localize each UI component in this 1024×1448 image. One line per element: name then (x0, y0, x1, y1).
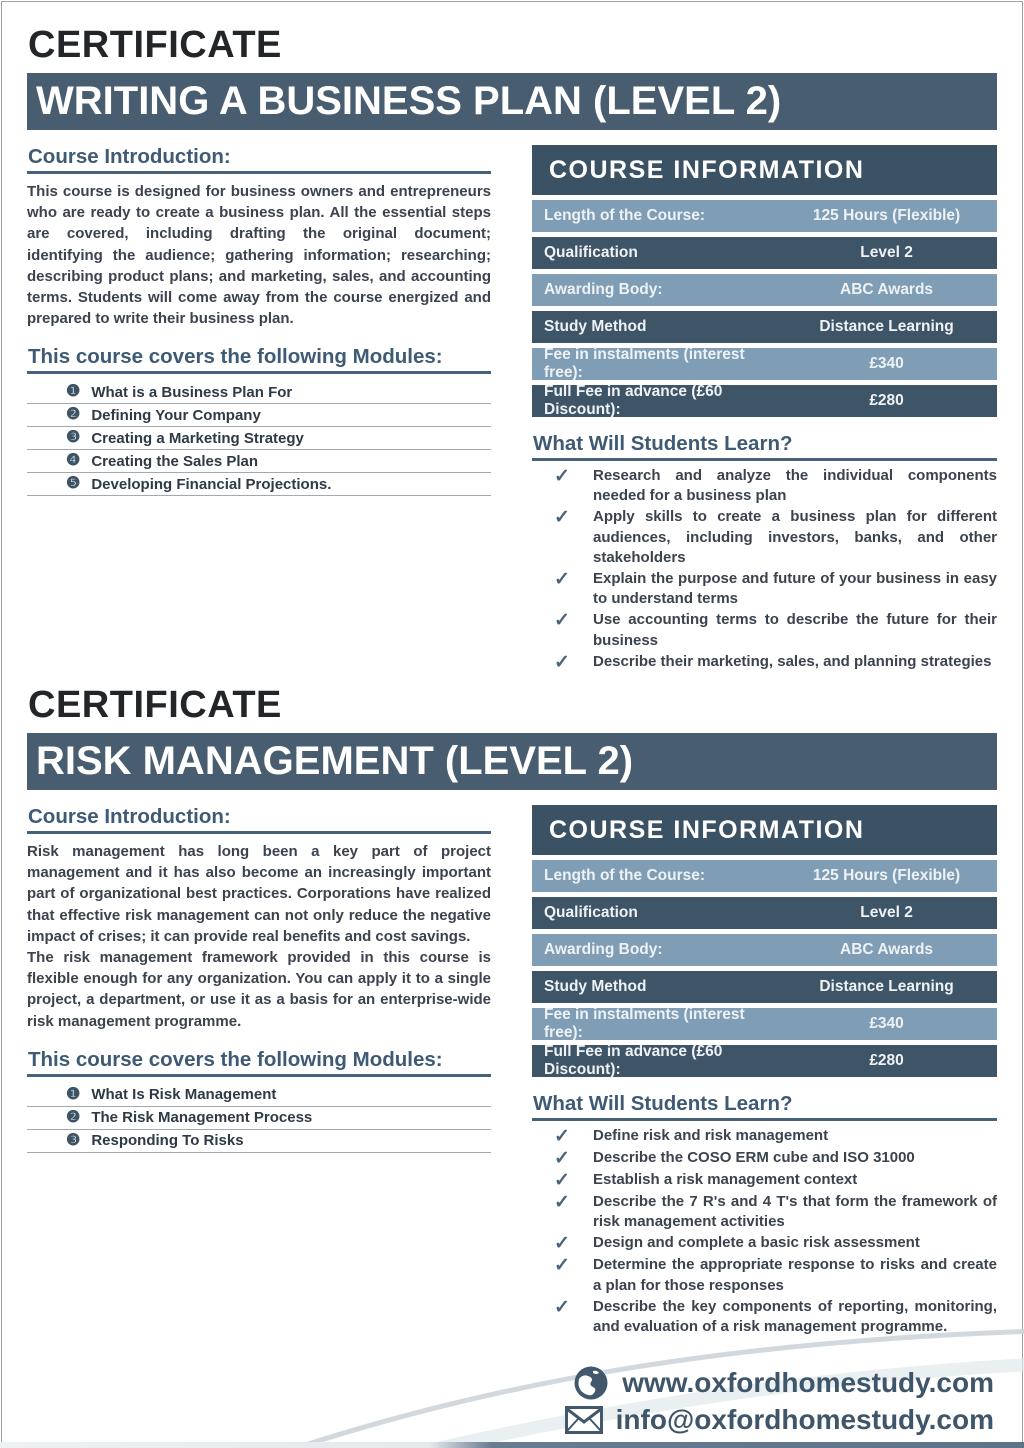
module-number-icon: ❺ (66, 475, 81, 493)
website-link[interactable]: www.oxfordhomestudy.com (622, 1366, 994, 1398)
learn-item (532, 1192, 997, 1232)
learn-item (532, 652, 997, 673)
learn-item (532, 1233, 997, 1254)
info-value: Distance Learning (819, 978, 954, 995)
course-info-header: COURSE INFORMATION (532, 805, 997, 855)
intro-heading: Course Introduction: (27, 805, 491, 834)
info-row (532, 200, 997, 232)
checkmark-icon: ✓ (554, 569, 570, 591)
learn-item (532, 1170, 997, 1191)
info-label: Awarding Body: (544, 941, 663, 958)
learn-heading: What Will Students Learn? (532, 432, 997, 461)
learn-text: Design and complete a basic risk assessment (593, 1234, 920, 1252)
right-column (532, 805, 997, 1338)
info-value: 125 Hours (Flexible) (812, 867, 961, 884)
module-number-icon: ❶ (66, 1085, 81, 1103)
checkmark-icon: ✓ (554, 1233, 570, 1255)
learn-item (532, 1148, 997, 1169)
intro-text (27, 181, 491, 329)
learn-text: Describe the COSO ERM cube and ISO 31000 (593, 1149, 915, 1166)
intro-paragraph: Risk management has long been a key part of project management and it has also become an increasingly important part of organizational best practices. Corporations have realized that effective risk management can not only reduce the negative impact of crises; it can provide real benefits and cost savings. (27, 843, 491, 945)
intro-heading: Course Introduction: (27, 145, 491, 174)
globe-icon (573, 1365, 609, 1401)
learn-item (532, 569, 997, 609)
info-row (532, 971, 997, 1003)
learn-item (532, 1126, 997, 1147)
module-item (27, 404, 491, 427)
info-label: Awarding Body: (544, 281, 663, 298)
website-row (573, 1365, 994, 1401)
course-info-header: COURSE INFORMATION (532, 145, 997, 195)
certificate-kicker: CERTIFICATE (28, 684, 282, 726)
modules-list (27, 1084, 491, 1153)
info-row (532, 897, 997, 929)
info-label: Length of the Course: (544, 207, 706, 224)
checkmark-icon: ✓ (554, 1148, 570, 1169)
info-value: ABC Awards (840, 941, 934, 958)
info-value: £340 (869, 355, 904, 372)
module-item (27, 427, 491, 450)
module-label: What is a Business Plan For (91, 383, 293, 401)
course-section-risk-management (27, 686, 997, 1338)
module-number-icon: ❷ (66, 1108, 81, 1126)
info-row (532, 274, 997, 306)
module-label: Creating the Sales Plan (91, 452, 259, 470)
module-item (27, 1084, 491, 1107)
module-number-icon: ❸ (66, 1131, 81, 1149)
info-label: Full Fee in advance (£60 Discount): (544, 1043, 723, 1078)
learn-text: Define risk and risk management (593, 1127, 829, 1144)
learn-list (532, 466, 997, 673)
module-number-icon: ❶ (66, 383, 81, 401)
checkmark-icon: ✓ (554, 1296, 570, 1318)
footer-contacts (565, 1365, 994, 1436)
module-label: Responding To Risks (91, 1132, 244, 1150)
learn-text: Apply skills to create a business plan for different audiences, including investors, banks, and other stakeholders (593, 508, 997, 566)
info-value: Distance Learning (819, 318, 954, 335)
course-title: WRITING A BUSINESS PLAN (LEVEL 2) (36, 79, 782, 123)
info-row (532, 934, 997, 966)
course-title-banner (27, 73, 997, 130)
checkmark-icon: ✓ (554, 651, 570, 673)
info-label: Qualification (544, 904, 638, 921)
module-label: Creating a Marketing Strategy (91, 429, 304, 447)
module-item (27, 1107, 491, 1130)
learn-text: Determine the appropriate response to risks and create a plan for those responses (593, 1256, 997, 1294)
learn-heading: What Will Students Learn? (532, 1092, 997, 1121)
info-row (532, 1045, 997, 1077)
course-title-banner (27, 733, 997, 790)
info-row (532, 311, 997, 343)
learn-text: Describe the key components of reporting, monitoring, and evaluation of a risk management programme. (593, 1297, 997, 1336)
course-title: RISK MANAGEMENT (LEVEL 2) (36, 739, 634, 783)
checkmark-icon: ✓ (554, 1192, 570, 1213)
info-value: Level 2 (860, 904, 913, 921)
course-section-business-plan (27, 26, 997, 674)
module-number-icon: ❷ (66, 406, 81, 424)
learn-item (532, 466, 997, 506)
modules-list (27, 381, 491, 496)
module-item (27, 473, 491, 496)
learn-item (532, 507, 997, 568)
info-row (532, 860, 997, 892)
email-link[interactable]: info@oxfordhomestudy.com (615, 1403, 994, 1435)
info-row (532, 237, 997, 269)
learn-text: Research and analyze the individual components needed for a business plan (593, 467, 997, 505)
learn-item (532, 610, 997, 650)
module-label: The Risk Management Process (91, 1109, 313, 1127)
info-value: ABC Awards (840, 281, 934, 298)
intro-paragraph: The risk management framework provided in this course is flexible enough for any organization. You can apply it to a single project, a department, or use it as a basis for an enterprise-wide risk management programme. (27, 949, 491, 1030)
module-label: Defining Your Company (91, 406, 261, 424)
email-icon (565, 1406, 603, 1434)
info-row (532, 385, 997, 417)
info-label: Fee in instalments (interest free): (544, 346, 745, 381)
bottom-bar (0, 1442, 1024, 1448)
checkmark-icon: ✓ (554, 507, 570, 529)
info-value: £280 (869, 392, 904, 409)
module-item (27, 450, 491, 473)
learn-text: Establish a risk management context (593, 1171, 858, 1188)
course-columns (27, 805, 997, 1338)
left-column (27, 805, 491, 1338)
info-label: Fee in instalments (interest free): (544, 1006, 745, 1041)
info-row (532, 1008, 997, 1040)
info-value: 125 Hours (Flexible) (812, 207, 961, 224)
info-value: £340 (869, 1015, 904, 1032)
module-label: What Is Risk Management (91, 1086, 277, 1104)
certificate-kicker: CERTIFICATE (28, 24, 282, 66)
intro-paragraph: This course is designed for business owners and entrepreneurs who are ready to create a business plan. All the essential steps are covered, including drafting the original document; identifying the audience; gathering information; researching; describing product plans; and marketing, sales, and accounting terms. Students will come away from the course energized and prepared to write their business plan. (27, 183, 491, 328)
module-label: Developing Financial Projections. (91, 475, 332, 493)
learn-text: Use accounting terms to describe the future for their business (593, 611, 997, 649)
info-label: Length of the Course: (544, 867, 706, 884)
module-number-icon: ❹ (66, 452, 81, 470)
info-label: Full Fee in advance (£60 Discount): (544, 383, 723, 418)
info-label: Qualification (544, 244, 638, 261)
module-number-icon: ❸ (66, 429, 81, 447)
learn-text: Explain the purpose and future of your business in easy to understand terms (593, 570, 997, 608)
checkmark-icon: ✓ (554, 466, 570, 487)
learn-text: Describe the 7 R's and 4 T's that form the framework of risk management activities (593, 1193, 997, 1231)
module-item (27, 1130, 491, 1153)
info-label: Study Method (544, 318, 647, 335)
email-row (565, 1404, 994, 1436)
learn-item (532, 1255, 997, 1295)
learn-text: Describe their marketing, sales, and planning strategies (593, 652, 992, 670)
info-value: Level 2 (860, 244, 913, 261)
course-columns (27, 145, 997, 674)
intro-text (27, 841, 491, 1032)
learn-list (532, 1126, 997, 1337)
modules-heading: This course covers the following Modules: (27, 1048, 491, 1077)
checkmark-icon: ✓ (554, 610, 570, 632)
info-value: £280 (869, 1052, 904, 1069)
right-column (532, 145, 997, 674)
checkmark-icon: ✓ (554, 1170, 570, 1191)
checkmark-icon: ✓ (554, 1126, 570, 1147)
modules-heading: This course covers the following Modules: (27, 345, 491, 374)
info-label: Study Method (544, 978, 647, 995)
info-row (532, 348, 997, 380)
footer (0, 1316, 1024, 1448)
module-item (27, 381, 491, 404)
left-column (27, 145, 491, 674)
checkmark-icon: ✓ (554, 1255, 570, 1277)
